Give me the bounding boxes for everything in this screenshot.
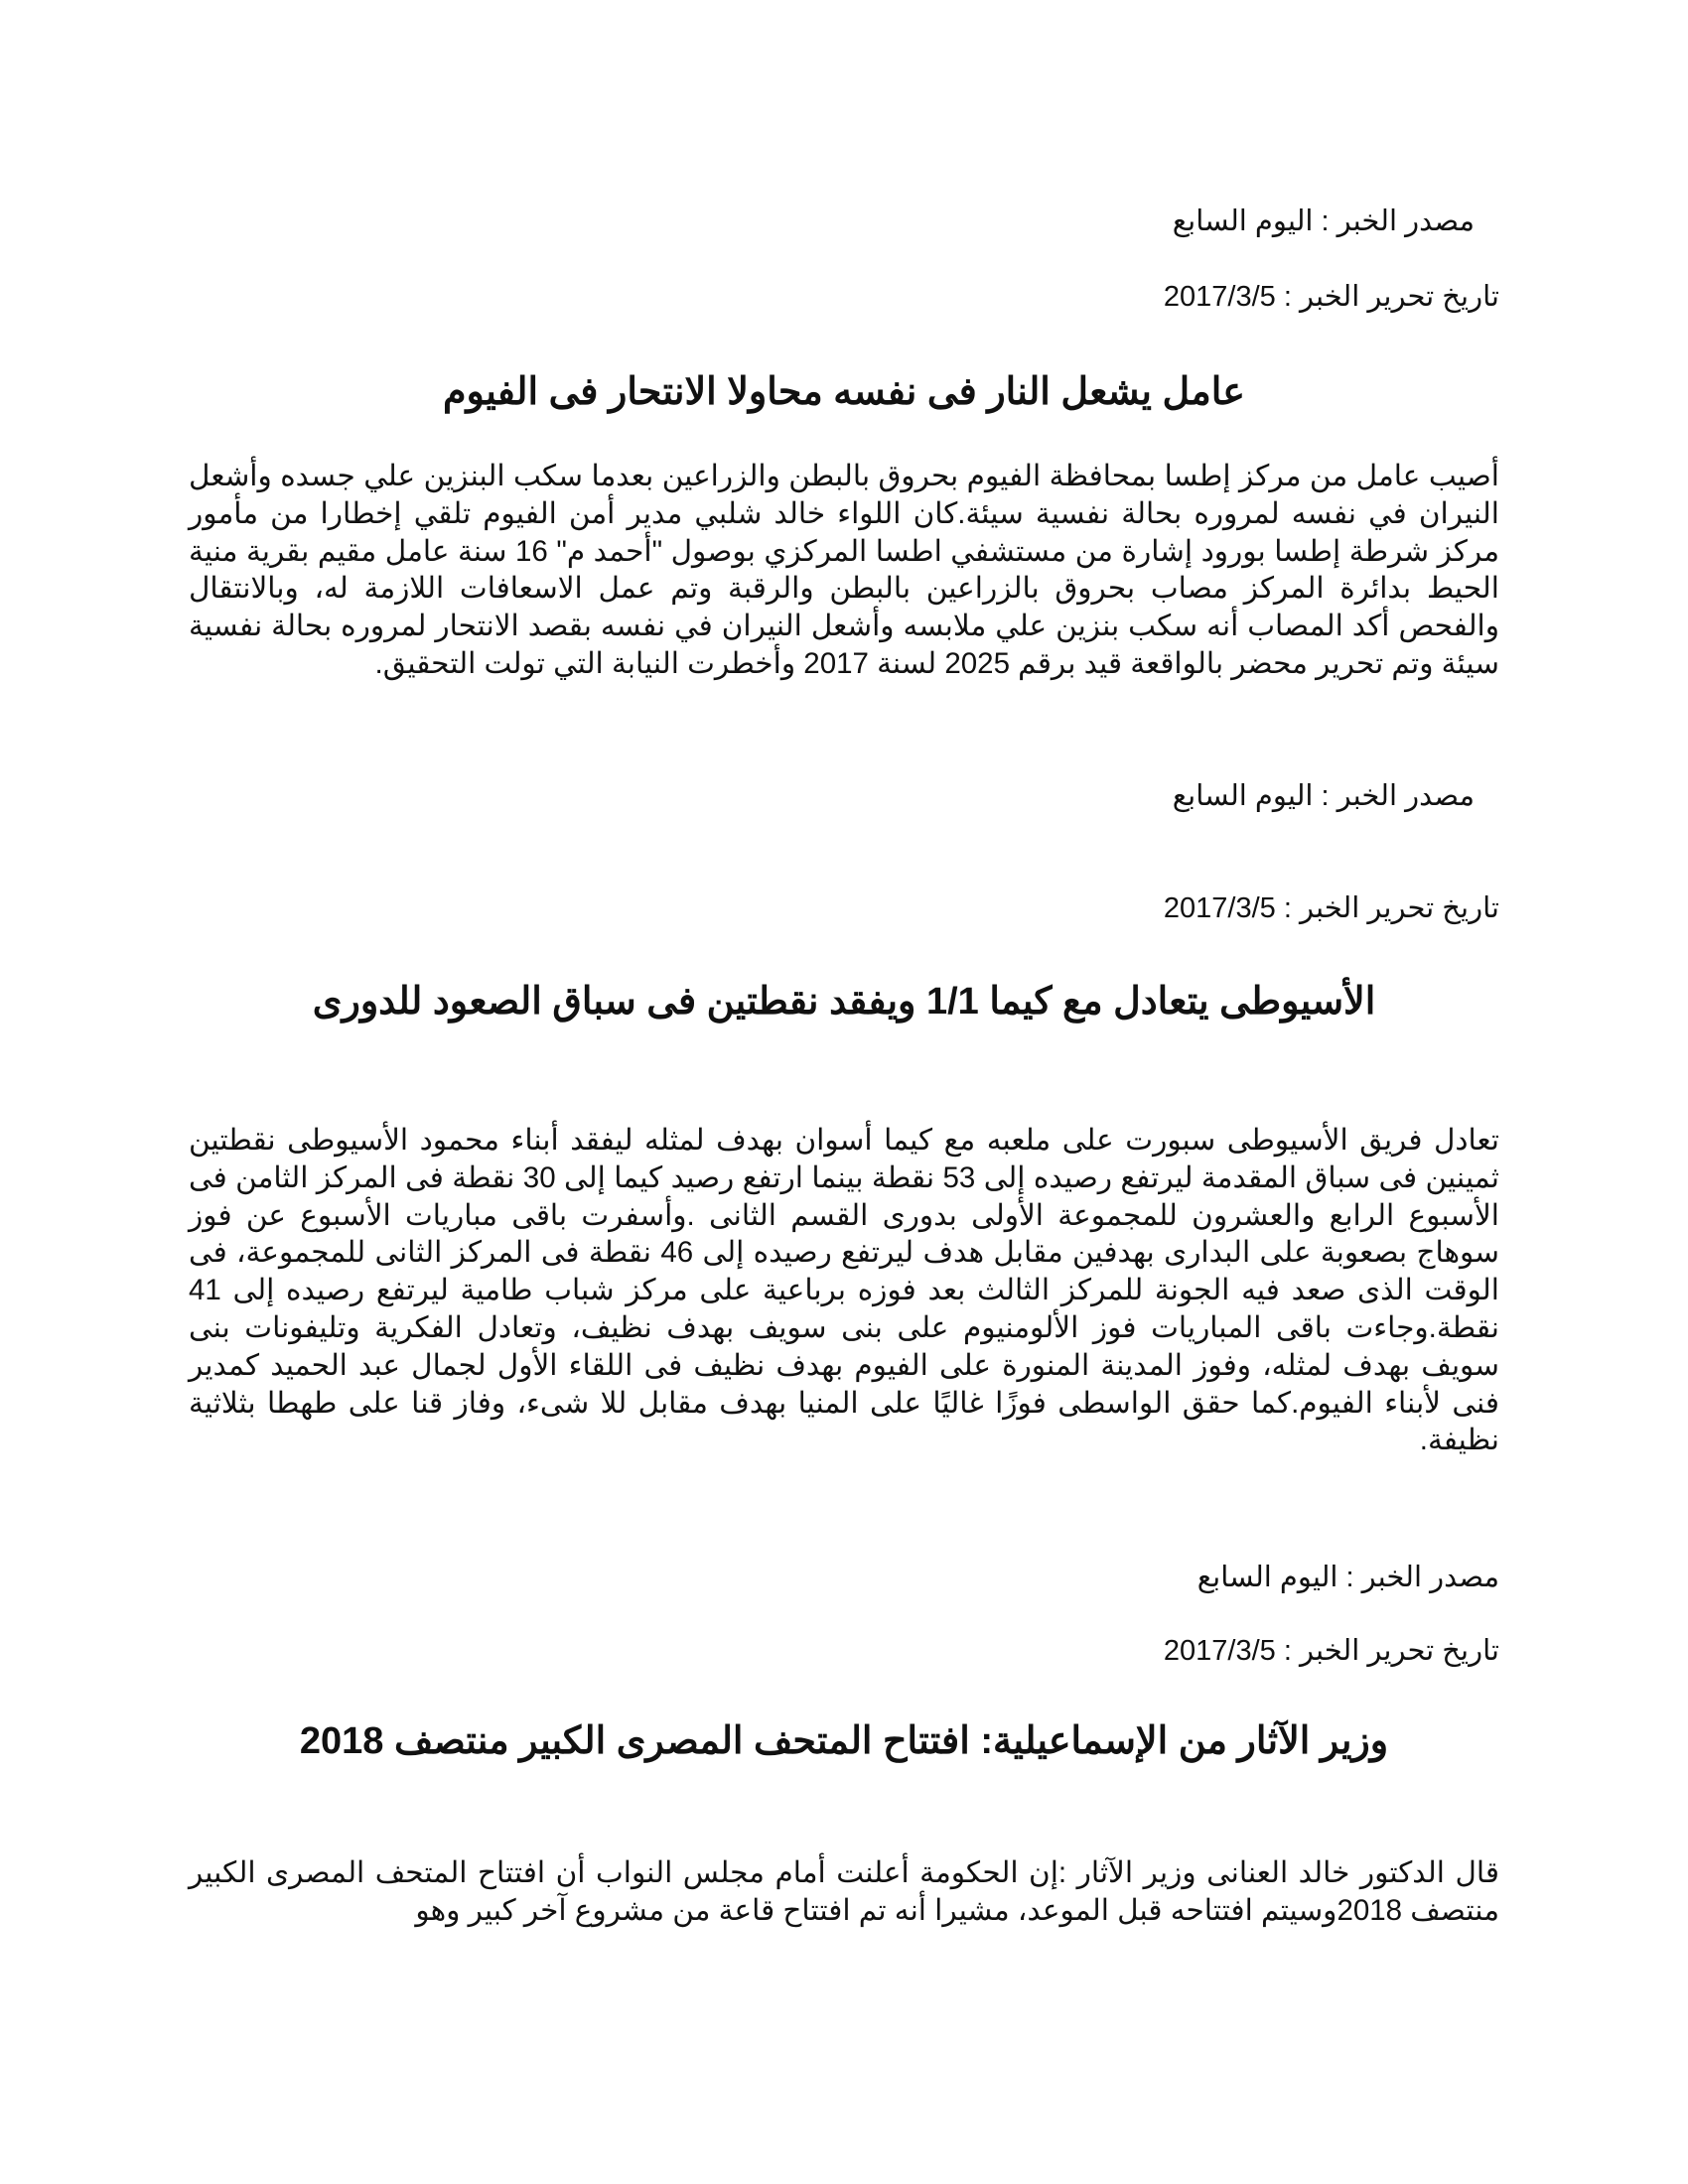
news-source: مصدر الخبر : اليوم السابع [1196, 1562, 1499, 1593]
article-headline: الأسيوطى يتعادل مع كيما 1/1 ويفقد نقطتين فى سباق الصعود للدورى [312, 981, 1376, 1023]
news-date: تاريخ تحرير الخبر : 2017/3/5 [1163, 281, 1499, 313]
news-source: مصدر الخبر : اليوم السابع [1172, 780, 1475, 812]
news-date: تاريخ تحرير الخبر : 2017/3/5 [1163, 1635, 1499, 1667]
article-body: أصيب عامل من مركز إطسا بمحافظة الفيوم بحروق بالبطن والزراعين بعدما سكب البنزين علي جسده وأشعل النيران في نفسه لمروره بحالة نفسية سيئة.كان اللواء خالد شلبي مدير أمن الفيوم تلقي إخطارا من مأمور مركز شرطة إطسا بورود إشارة من مستشفي اطسا المركزي بوصول "أحمد م" 16 سنة عامل مقيم بقرية منية الحيط بدائرة المركز مصاب بحروق بالزراعين بالبطن والرقبة وتم عمل الاسعافات اللازمة له، وبالانتقال والفحص أكد المصاب أنه سكب بنزين علي ملابسه وأشعل النيران في نفسه بقصد الانتحار لمروره بحالة نفسية سيئة وتم تحرير محضر بالواقعة قيد برقم 2025 لسنة 2017 وأخطرت النيابة التي تولت التحقيق. [189, 460, 1499, 680]
article-body: قال الدكتور خالد العنانى وزير الآثار :إن الحكومة أعلنت أمام مجلس النواب أن افتتاح المتحف المصرى الكبير منتصف 2018وسيتم افتتاحه قبل الموعد، مشيرا أنه تم افتتاح قاعة من مشروع آخر كبير وهو [189, 1856, 1499, 1927]
news-source: مصدر الخبر : اليوم السابع [1172, 205, 1475, 237]
article-headline: عامل يشعل النار فى نفسه محاولا الانتحار فى الفيوم [443, 371, 1245, 413]
article-body: تعادل فريق الأسيوطى سبورت على ملعبه مع كيما أسوان بهدف لمثله ليفقد أبناء محمود الأسيوطى نقطتين ثمينين فى سباق المقدمة ليرتفع رصيده إلى 53 نقطة بينما ارتفع رصيد كيما إلى 30 نقطة فى المركز الثامن فى الأسبوع الرابع والعشرون للمجموعة الأولى بدورى القسم الثانى .وأسفرت باقى مباريات الأسبوع عن فوز سوهاج بصعوبة على البدارى بهدفين مقابل هدف ليرتفع رصيده إلى 46 نقطة فى المركز الثانى للمجموعة، فى الوقت الذى صعد فيه الجونة للمركز الثالث بعد فوزه برباعية على مركز شباب طامية ليرتفع رصيده إلى 41 نقطة.وجاءت باقى المباريات فوز الألومنيوم على بنى سويف بهدف نظيف، وتعادل الفكرية وتليفونات بنى سويف بهدف لمثله، وفوز المدينة المنورة على الفيوم بهدف نظيف فى اللقاء الأول لجمال عبد الحميد كمدير فنى لأبناء الفيوم.كما حقق الواسطى فوزًا غاليًا على المنيا بهدف مقابل للا شىء، وفاز قنا على طهطا بثلاثية نظيفة. [189, 1124, 1500, 1457]
article-headline: وزير الآثار من الإسماعيلية: افتتاح المتحف المصرى الكبير منتصف 2018 [299, 1720, 1389, 1762]
news-date: تاريخ تحرير الخبر : 2017/3/5 [1163, 892, 1499, 924]
